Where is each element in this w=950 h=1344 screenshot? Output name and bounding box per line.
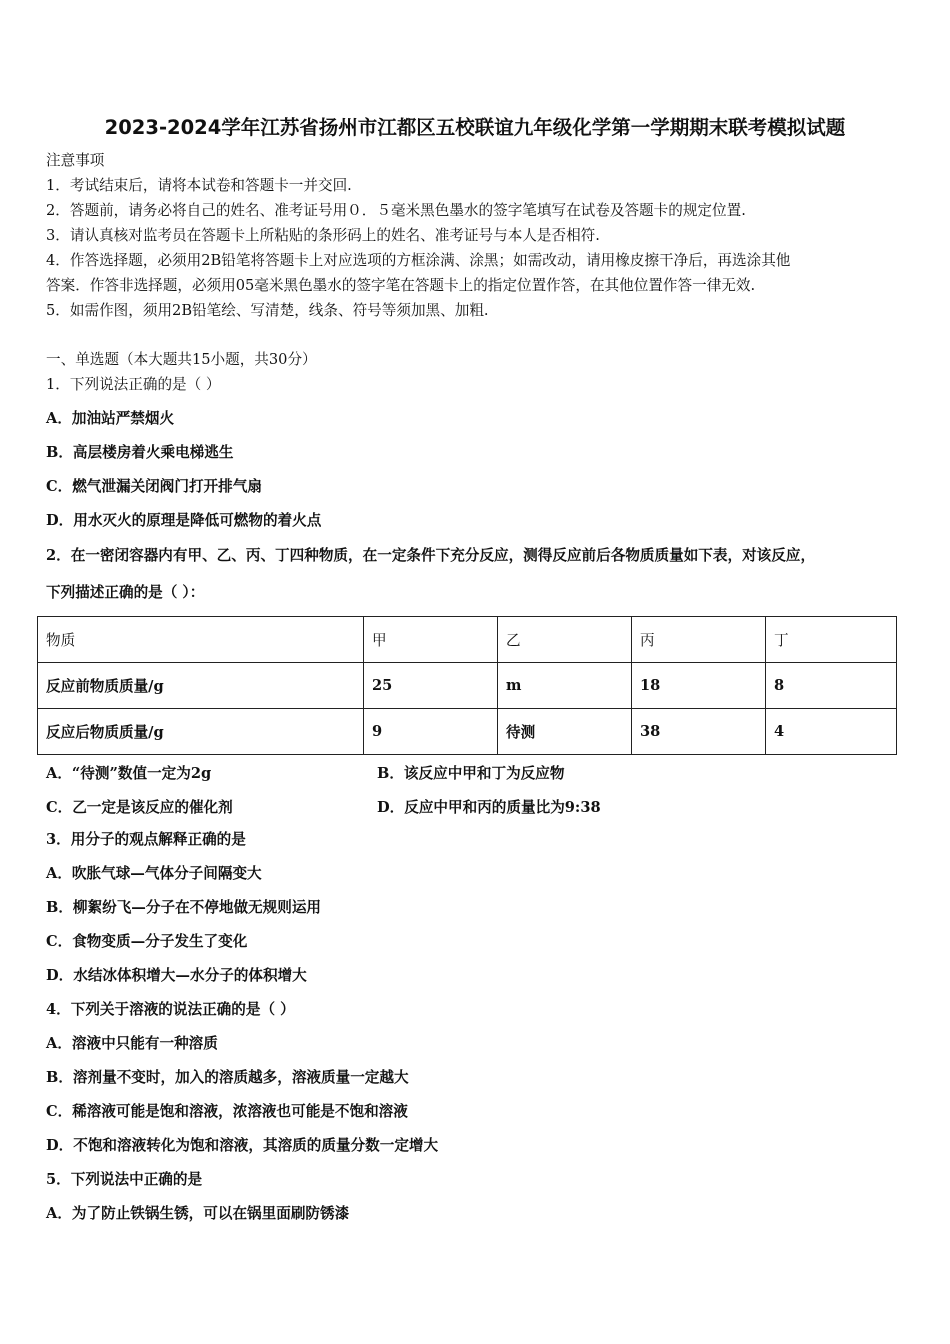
q3-option-a: A．吹胀气球—气体分子间隔变大 (46, 865, 262, 882)
q3-option-b: B．柳絮纷飞—分子在不停地做无规则运用 (46, 899, 322, 916)
table-header-cell: 丁 (766, 617, 897, 663)
q2-stem-line-2: 下列描述正确的是（ ）： (46, 584, 205, 601)
notice-line-1: 1．考试结束后，请将本试卷和答题卡一并交回. (46, 177, 352, 194)
q3-option-d: D．水结冰体积增大—水分子的体积增大 (46, 967, 307, 984)
table-header-cell: 物质 (38, 617, 364, 663)
table-row (38, 663, 897, 709)
q1-option-c: C．燃气泄漏关闭阀门打开排气扇 (46, 478, 262, 495)
notice-line-5: 答案．作答非选择题，必须用05毫米黑色墨水的签字笔在答题卡上的指定位置作答，在其他位置作答一律无效. (46, 277, 756, 294)
table-cell: 25 (364, 663, 498, 709)
q2-option-a: A．“待测”数值一定为2g (46, 765, 212, 782)
q2-stem-line-1: 2．在一密闭容器内有甲、乙、丙、丁四种物质，在一定条件下充分反应，测得反应前后各物质质量如下表，对该反应， (46, 547, 816, 564)
q1-option-b: B．高层楼房着火乘电梯逃生 (46, 444, 234, 461)
q4-option-a: A．溶液中只能有一种溶质 (46, 1035, 218, 1052)
q4-stem: 4．下列关于溶液的说法正确的是（ ） (46, 1001, 295, 1018)
q4-option-b: B．溶剂量不变时，加入的溶质越多，溶液质量一定越大 (46, 1069, 409, 1086)
notice-line-2: 2．答题前，请务必将自己的姓名、准考证号用０．５毫米黑色墨水的签字笔填写在试卷及答题卡的规定位置. (46, 202, 746, 219)
table-header-row (38, 617, 897, 663)
table-cell: 9 (364, 709, 498, 755)
q3-option-c: C．食物变质—分子发生了变化 (46, 933, 248, 950)
table-header-cell: 乙 (498, 617, 632, 663)
q3-stem: 3．用分子的观点解释正确的是 (46, 831, 246, 848)
q4-option-c: C．稀溶液可能是饱和溶液，浓溶液也可能是不饱和溶液 (46, 1103, 408, 1120)
page-title: 2023-2024学年江苏省扬州市江都区五校联谊九年级化学第一学期期末联考模拟试题 (104, 116, 846, 139)
notice-heading: 注意事项 (46, 152, 105, 169)
notice-line-4: 4．作答选择题，必须用2B铅笔将答题卡上对应选项的方框涂满、涂黑；如需改动，请用橡皮擦干净后，再选涂其他 (46, 252, 791, 269)
q2-option-d: D．反应中甲和丙的质量比为9:38 (377, 799, 601, 816)
q1-option-d: D．用水灭火的原理是降低可燃物的着火点 (46, 512, 322, 529)
table-cell: 待测 (498, 709, 632, 755)
table-cell: 38 (632, 709, 766, 755)
q1-option-a: A．加油站严禁烟火 (46, 410, 175, 427)
q2-option-c: C．乙一定是该反应的催化剂 (46, 799, 233, 816)
q5-option-a: A．为了防止铁锅生锈，可以在锅里面刷防锈漆 (46, 1205, 350, 1222)
mass-table (37, 616, 897, 755)
table-cell: 18 (632, 663, 766, 709)
table-cell: 反应后物质质量/g (38, 709, 364, 755)
table-header-cell: 丙 (632, 617, 766, 663)
q4-option-d: D．不饱和溶液转化为饱和溶液，其溶质的质量分数一定增大 (46, 1137, 439, 1154)
section-heading: 一、单选题（本大题共15小题，共30分） (46, 351, 317, 368)
q2-option-b: B．该反应中甲和丁为反应物 (377, 765, 565, 782)
table-cell: m (498, 663, 632, 709)
table-header-cell: 甲 (364, 617, 498, 663)
notice-line-3: 3．请认真核对监考员在答题卡上所粘贴的条形码上的姓名、准考证号与本人是否相符. (46, 227, 600, 244)
table-cell: 反应前物质质量/g (38, 663, 364, 709)
table-row (38, 709, 897, 755)
q1-stem: 1．下列说法正确的是（ ） (46, 376, 221, 393)
q5-stem: 5．下列说法中正确的是 (46, 1171, 203, 1188)
notice-line-6: 5．如需作图，须用2B铅笔绘、写清楚，线条、符号等须加黑、加粗. (46, 302, 489, 319)
table-cell: 8 (766, 663, 897, 709)
table-cell: 4 (766, 709, 897, 755)
